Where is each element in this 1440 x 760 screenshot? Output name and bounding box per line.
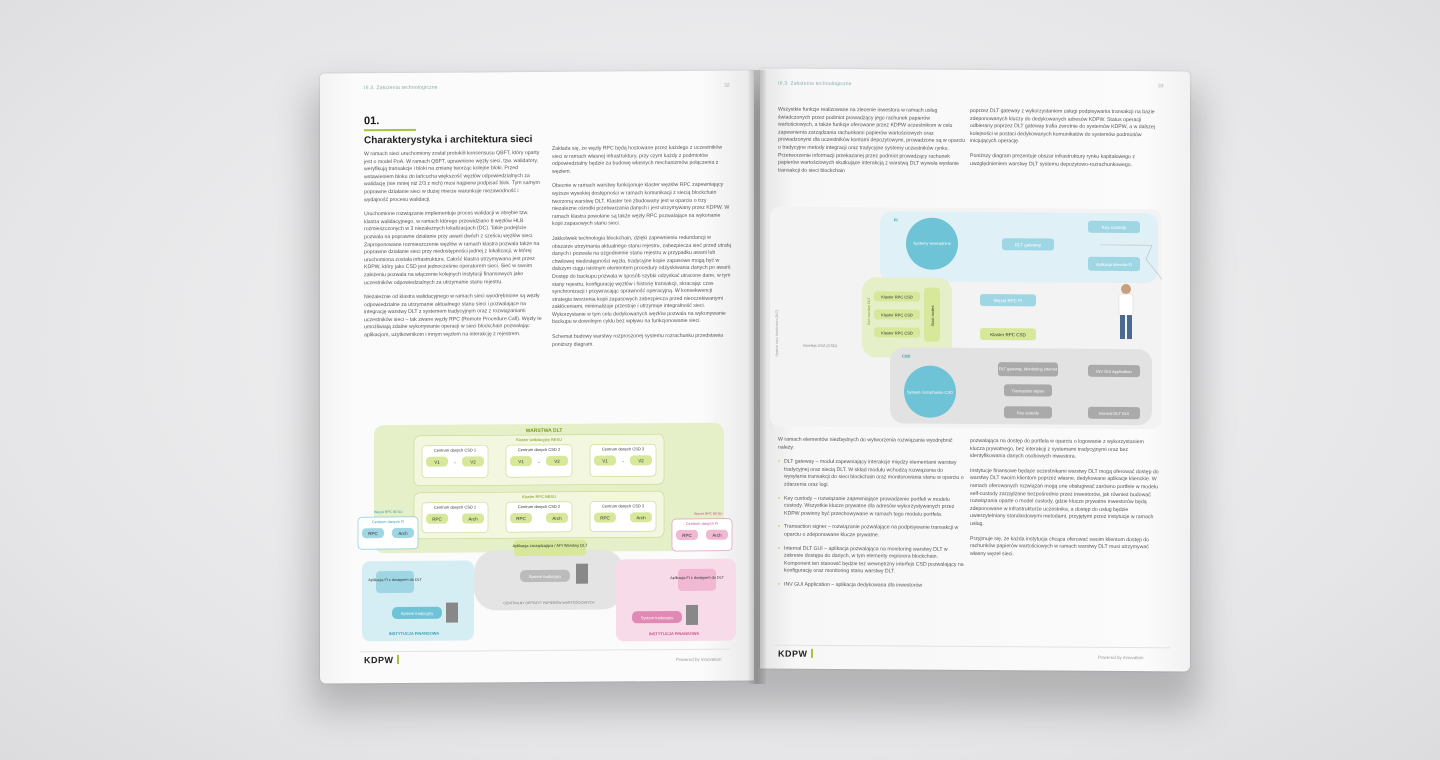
- internal-systems-label: Systemy wewnętrzne: [913, 240, 951, 246]
- node-label: V2: [554, 458, 560, 464]
- server-icon: [686, 605, 698, 625]
- list-item: • INV GUI Application – aplikacja dedykowana dla inwestorów: [784, 582, 964, 591]
- fi-label: FI: [894, 217, 898, 223]
- rpc-dc-2: [506, 502, 572, 532]
- page-title: Charakterystyka i architektura sieci: [364, 134, 533, 147]
- fi-region-label: INSTYTUCJA FINANSOWA: [388, 630, 440, 637]
- datacenter-csd-2: [506, 445, 572, 477]
- svg-text:↔: ↔: [621, 458, 625, 464]
- left-page: [320, 70, 754, 683]
- dc-label: Centrum danych CSD 3: [601, 446, 645, 452]
- interfaces-label: Interfejs USA (CSD): [803, 343, 837, 349]
- fi-region-label-right: INSTYTUCJA FINANSOWA: [648, 630, 700, 637]
- powered-by: Powered by innovation: [676, 656, 722, 663]
- paragraph: Zakłada się, że węzły RPC będą hostowane przez każdego z uczestników sieci w ramach własnej infrastruktury, przy czym każdy z podmiotów odpowiedzialny będzie za budowę własnych mechanizmów połączenia z węzłem.: [552, 144, 723, 175]
- right-page: [760, 68, 1190, 671]
- client-app-label: Aplikacja kliencka FI: [1095, 261, 1133, 268]
- fi-region-right: [616, 559, 736, 642]
- right-column-1-bottom: [778, 437, 964, 597]
- key-custody-label: Key custody: [1101, 224, 1127, 231]
- dc-label: Centrum danych CSD 1: [433, 504, 477, 510]
- tx-signer-label: Transaction signer: [1011, 388, 1045, 394]
- dc-label: Centrum danych CSD 2: [517, 446, 561, 453]
- right-page-number: 33: [1158, 83, 1164, 90]
- datacenter-csd-3: [590, 444, 656, 476]
- svg-text:Centrum danych FI: Centrum danych FI: [371, 519, 405, 525]
- right-running-head: III.3. Założenia technologiczne: [778, 80, 852, 88]
- list-item: • Transaction signer – rozwiązanie pozwalające na podpisywanie transakcji w oparciu o zdeponowane klucze prywatne.: [784, 524, 964, 540]
- fi-node-right: [672, 519, 732, 551]
- list-item: • DLT gateway – moduł zapewniający interakcje między elementami warstwy tradycyjnej oraz siecią DLT. W skład modułu wchodzą rozwiązania do wysyłania transakcji do sieci blockchain oraz monitorowania stanu w oparciu o zdarzenia oraz logi.: [784, 459, 964, 491]
- fi-app-label: Aplikacja FI z dostępem do DLT: [368, 577, 422, 583]
- fi-traditional-label-right: System tradycyjny: [640, 615, 674, 621]
- fi-node-left: [358, 517, 418, 549]
- dc-label: Centrum danych CSD 2: [517, 503, 561, 510]
- paragraph: Schemat budowy warstwy rozproszonej systemu rozrachunku przedstawia poniższy diagram.: [552, 332, 723, 348]
- internal-gui-label: Internal DLT GUI: [1099, 410, 1129, 417]
- dlt-gateway-label: DLT gateway: [1014, 242, 1042, 248]
- boot-nodes-label: Boot nodes: [930, 305, 935, 326]
- paragraph: Uruchomione rozwiązanie implementuje proces walidacji w obrębie tzw. klastra walidacyjnego, w ramach którego przewidziano 6 węzłów HLB rozmieszczonych w 3 niezależnych lokalizacjach (DC). Takie podejście pozwala na poprawne działanie przy awarii dwóch z sześciu węzłów sieci. Zaproponowane rozmieszczenie węzłów w ramach klastra pozwala także na poprawne działanie sieci przy niedostępności jednej z lokalizacji, w której uruchomiona została infrastruktura. Całość klastra utrzymywana jest przez KDPW, który jako CSD jest jednocześnie operatorem sieci. Sieć w swoim założeniu pozwala na włączenie kolejnych instytucji finansowych jako uczestników odpowiedzialnych za utrzymanie stanu rejestru.: [364, 210, 540, 286]
- section-accent-bar: [364, 129, 416, 131]
- dc-label: Centrum danych CSD 1: [433, 447, 477, 453]
- server-icon: [576, 564, 588, 584]
- footer-divider: [360, 649, 730, 653]
- rpc-node-csd-label: Klaster RPC CSD: [990, 332, 1026, 338]
- paragraph: Poniższy diagram prezentuje obszar infrastruktury rynku kapitałowego z uwzględnieniem warstwy DLT systemu depozytowo-rozrachunkowego.: [970, 152, 1135, 168]
- right-column-2-bottom: [970, 438, 1160, 567]
- paragraph: Instytucje finansowe będące uczestnikami warstwy DLT mogą oferować dostęp do warstwy DLT swoim klientom poprzez własne, dedykowane aplikacje klienckie. W ramach oferowanych rozwiązań mogą one obsługiwać zarówno portfele w modelu self-custody zarządzane bezpośrednio przez inwestorów, jak również budować rozwiązania oparte o model custody, gdzie klucze prywatne inwestorów będą zdeponowane w infrastrukturze uczestnika, a dostęp do usług będzie uwierzytelniany standardowymi metodami, przyjętymi przez instytucje w ramach usług.: [970, 467, 1159, 527]
- svg-text:Arch: Arch: [712, 532, 722, 538]
- left-column-1: [364, 150, 544, 347]
- datacenter-csd-1: [422, 445, 488, 477]
- fi-node-label: Węzeł RPC BESU: [374, 509, 403, 515]
- node-label: V1: [434, 459, 440, 465]
- paragraph: Obecnie w ramach warstwy funkcjonuje klaster węzłów RPC zapewniający wyższe wysokiej dostępności w ramach komunikacji z siecią blockchain tworzoną warstwę DLT. Klaster ten zbudowany jest w oparciu o trzy niezależne ośrodki przetwarzania danych i jest utrzymywany przez KDPW. W ramach klastra powołane są także węzły RPC pozwalające na wykonanie kopii zapasowych stanu sieci.: [552, 182, 730, 228]
- key-custody-csd-label: Key custody: [1017, 410, 1039, 416]
- rpc-cluster-label: Klaster RPC BESU: [521, 493, 557, 500]
- traditional-system-label: System tradycyjny: [528, 573, 562, 580]
- node-label: Arch: [552, 515, 562, 521]
- svg-text:Centrum danych FI: Centrum danych FI: [685, 521, 719, 526]
- paragraph: Jakkolwiek technologia blockchain, dzięki zapewnieniu redundancji w obszarze utrzymania aktualnego stanu rejestru, zabezpiecza sieć przed utratą danych i pozwala na uzgodnienie stanu rejestru w przypadku awarii lub chwilowej niedostępności węzła, tradycyjne kopie zapasowe mogą być w dalszym ciągu istotnym elementem procedury odzyskiwania danych po awarii. Dostęp do backupu pozwala w sposób szybki odzyskać utracone dane, w tym stany rejestru, konfigurację węzłów i historię transakcji, skracając czas synchronizacji i przywracając sprawność operacyjną. W konsekwencji strategia tworzenia kopii zapasowych zabezpiecza przed nieoczekiwanymi zakłóceniami, minimalizuje przestoje i utrzymuje integralność sieci. Wykorzystanie w tym celu dedykowanych węzłów pozwala na wykonywanie backupu w dowolnym cyklu bez wpływu na funkcjonowanie sieci.: [552, 234, 732, 326]
- paragraph: Przyjmuje się, że każda instytucja chcąca oferować swoim klientom dostęp do rachunków papierów wartościowych w ramach warstwy DLT musi utrzymywać własny węzeł sieci.: [970, 535, 1150, 557]
- footer-divider: [774, 645, 1170, 649]
- dlt-layer-label: WARSTWA DLT: [525, 427, 563, 435]
- svg-text:RPC: RPC: [368, 531, 378, 537]
- kdpw-logo: KDPW: [364, 655, 399, 665]
- svg-text:↔: ↔: [537, 458, 541, 464]
- list-item: • Key custody – rozwiązanie zapewniające prowadzenie portfeli w modelu custody. Wszystkie klucze prywatne dla adresów wykorzystywanych przez KDPW powinny być przechowywane w ramach tego modelu portfela.: [784, 495, 964, 519]
- kdpw-logo: KDPW: [778, 649, 813, 659]
- node-label: Arch: [636, 515, 646, 521]
- list-item: • Internal DLT GUI – aplikacja pozwalająca na monitoring warstwy DLT w zakresie dostępu do danych, w tym elementy explorera blockchain. Komponent ten stanowić będzie też wewnętrzny interfejs CSD pozwalający na konfigurację oraz monitoring stanu warstwy DLT.: [784, 545, 964, 577]
- rpc-dc-3: [590, 501, 656, 531]
- dlt-architecture-diagram: [354, 419, 746, 647]
- node-label: RPC: [600, 515, 610, 521]
- paragraph: Wszystkie funkcje realizowane na zlecenie inwestora w ramach usług świadczonych przez podmiot prowadzący jego rachunek papierów wartościowych, a także funkcje oferowane przez KDPW uczestnikom w celu zapewnienia zarządzania rachunkami papierów wartościowych oraz prowadzonymi dla uczestników kontami depozytowymi, prowadzone są w oparciu o tradycyjne metody integracji oraz tradycyjne systemy uczestników rynku. Przetworzenie informacji przekazanej przez podmiot prowadzący rachunek papierów wartościowych skutkujące interakcją z warstwą DLT wywoła wysłanie transakcji do sieci blockchain: [778, 106, 966, 174]
- dc-label: Centrum danych CSD 3: [601, 503, 645, 509]
- node-label: V1: [518, 459, 524, 465]
- side-label: System sieci blockchain (DLT): [775, 309, 779, 357]
- dlt-network-label: Sieć warstwy DLT: [867, 297, 871, 326]
- paragraph: W ramach elementów niezbędnych do wytworzenia rozwiązania wyodrębnić należy:: [778, 436, 953, 451]
- inv-gui-label: INV GUI Application: [1096, 368, 1132, 375]
- components-list: [778, 459, 964, 591]
- cluster-label: Klaster RPC CSD: [881, 330, 913, 336]
- gw-monitoring-label: DLT gateway, Monitoring internet: [998, 366, 1058, 372]
- infrastructure-diagram: [770, 207, 1162, 430]
- svg-text:RPC: RPC: [682, 532, 692, 538]
- fi-node-right-label: Węzeł RPC BESU: [694, 511, 723, 516]
- paragraph: poprzez DLT gateway z wykorzystaniem usługi podpisywania transakcji na bazie zdeponowanych kluczy do dedykowanych adresów KDPW. Status operacji odbierany poprzez DLT gateway trafia zwrotnie do systemów KDPW, a w dalszej kolejności w postaci dedykowanych komunikatów do systemów podmiotów inicjujących operację.: [970, 107, 1155, 145]
- section-number: 01.: [364, 115, 380, 128]
- powered-by: Powered by innovation: [1098, 654, 1144, 661]
- fi-app-label-right: Aplikacja FI z dostępem do DLT: [670, 575, 724, 581]
- settlement-system-label: System rozrachunku CSD: [906, 389, 954, 395]
- paragraph: pozwalająca na dostęp do portfela w oparciu o logowanie z wykorzystaniem klucza prywatnego, bez interakcji z systemami tradycyjnymi oraz bez identyfikowania danych osobowych inwestora.: [970, 437, 1144, 460]
- book-gutter: [748, 70, 766, 684]
- node-label: RPC: [516, 516, 526, 522]
- svg-text:↔: ↔: [453, 459, 457, 465]
- node-label: V1: [602, 458, 608, 464]
- paragraph: W ramach sieci uruchomiony został protokół konsensusu QBFT, który oparty jest o model PoA. W ramach QBFT, uprawnione węzły sieci, tzw. walidatory, weryfikują transakcje i bloki na zmianę tworząc kolejne bloki. Przed wstawieniem bloku do łańcucha większość węzłów odpowiedzialnych za walidację (nie mniej niż 2/3 z nich) musi najpierw podpisać blok. Tym samym poprawne działanie sieci w dużej mierze warunkuje niezawodność i wydajność procesu walidacji.: [364, 149, 540, 203]
- node-label: V2: [638, 458, 644, 464]
- cluster-label: Klaster RPC CSD: [881, 294, 913, 300]
- svg-text:Arch: Arch: [398, 530, 408, 536]
- paragraph: Niezależnie od klastra walidacyjnego w ramach sieci wyodrębnione są węzły odpowiedzialne za utrzymanie aktualnego stanu sieci i pozwalające na integrację warstwy DLT z systemem tradycyjnym oraz z rozwiązaniami uczestników sieci – tak zwane węzły RPC (Remote Procedure Call). Węzły te umożliwiają zdalne wykonywanie operacji w sieci blockchain pozwalając aplikacjom, użytkownikom i innym węzłom na interakcję z rejestrem.: [364, 293, 542, 339]
- node-label: V2: [470, 459, 476, 465]
- validation-cluster-label: Klaster walidacyjny BESU: [515, 436, 563, 443]
- cluster-label: Klaster RPC CSD: [881, 312, 913, 318]
- left-column-2: [552, 145, 732, 357]
- central-depository-label: CENTRALNY DEPOZYT PAPIERÓW WARTOŚCIOWYCH: [503, 600, 595, 606]
- rpc-node-fi-label: Węzeł RPC FI: [993, 298, 1023, 304]
- csd-label: CSD: [902, 353, 911, 359]
- node-label: RPC: [432, 516, 442, 522]
- app-management-label: Aplikacja zarządzająca / API Warstwy DLT: [512, 542, 588, 549]
- rpc-dc-1: [422, 502, 488, 532]
- right-column-1-top: [778, 107, 966, 184]
- fi-traditional-label: System tradycyjny: [400, 610, 434, 616]
- left-running-head: III.3. Założenia technologiczne: [364, 84, 438, 92]
- server-icon: [446, 603, 458, 623]
- left-page-number: 32: [724, 82, 730, 89]
- right-column-2-top: [970, 108, 1160, 176]
- node-label: Arch: [468, 516, 478, 522]
